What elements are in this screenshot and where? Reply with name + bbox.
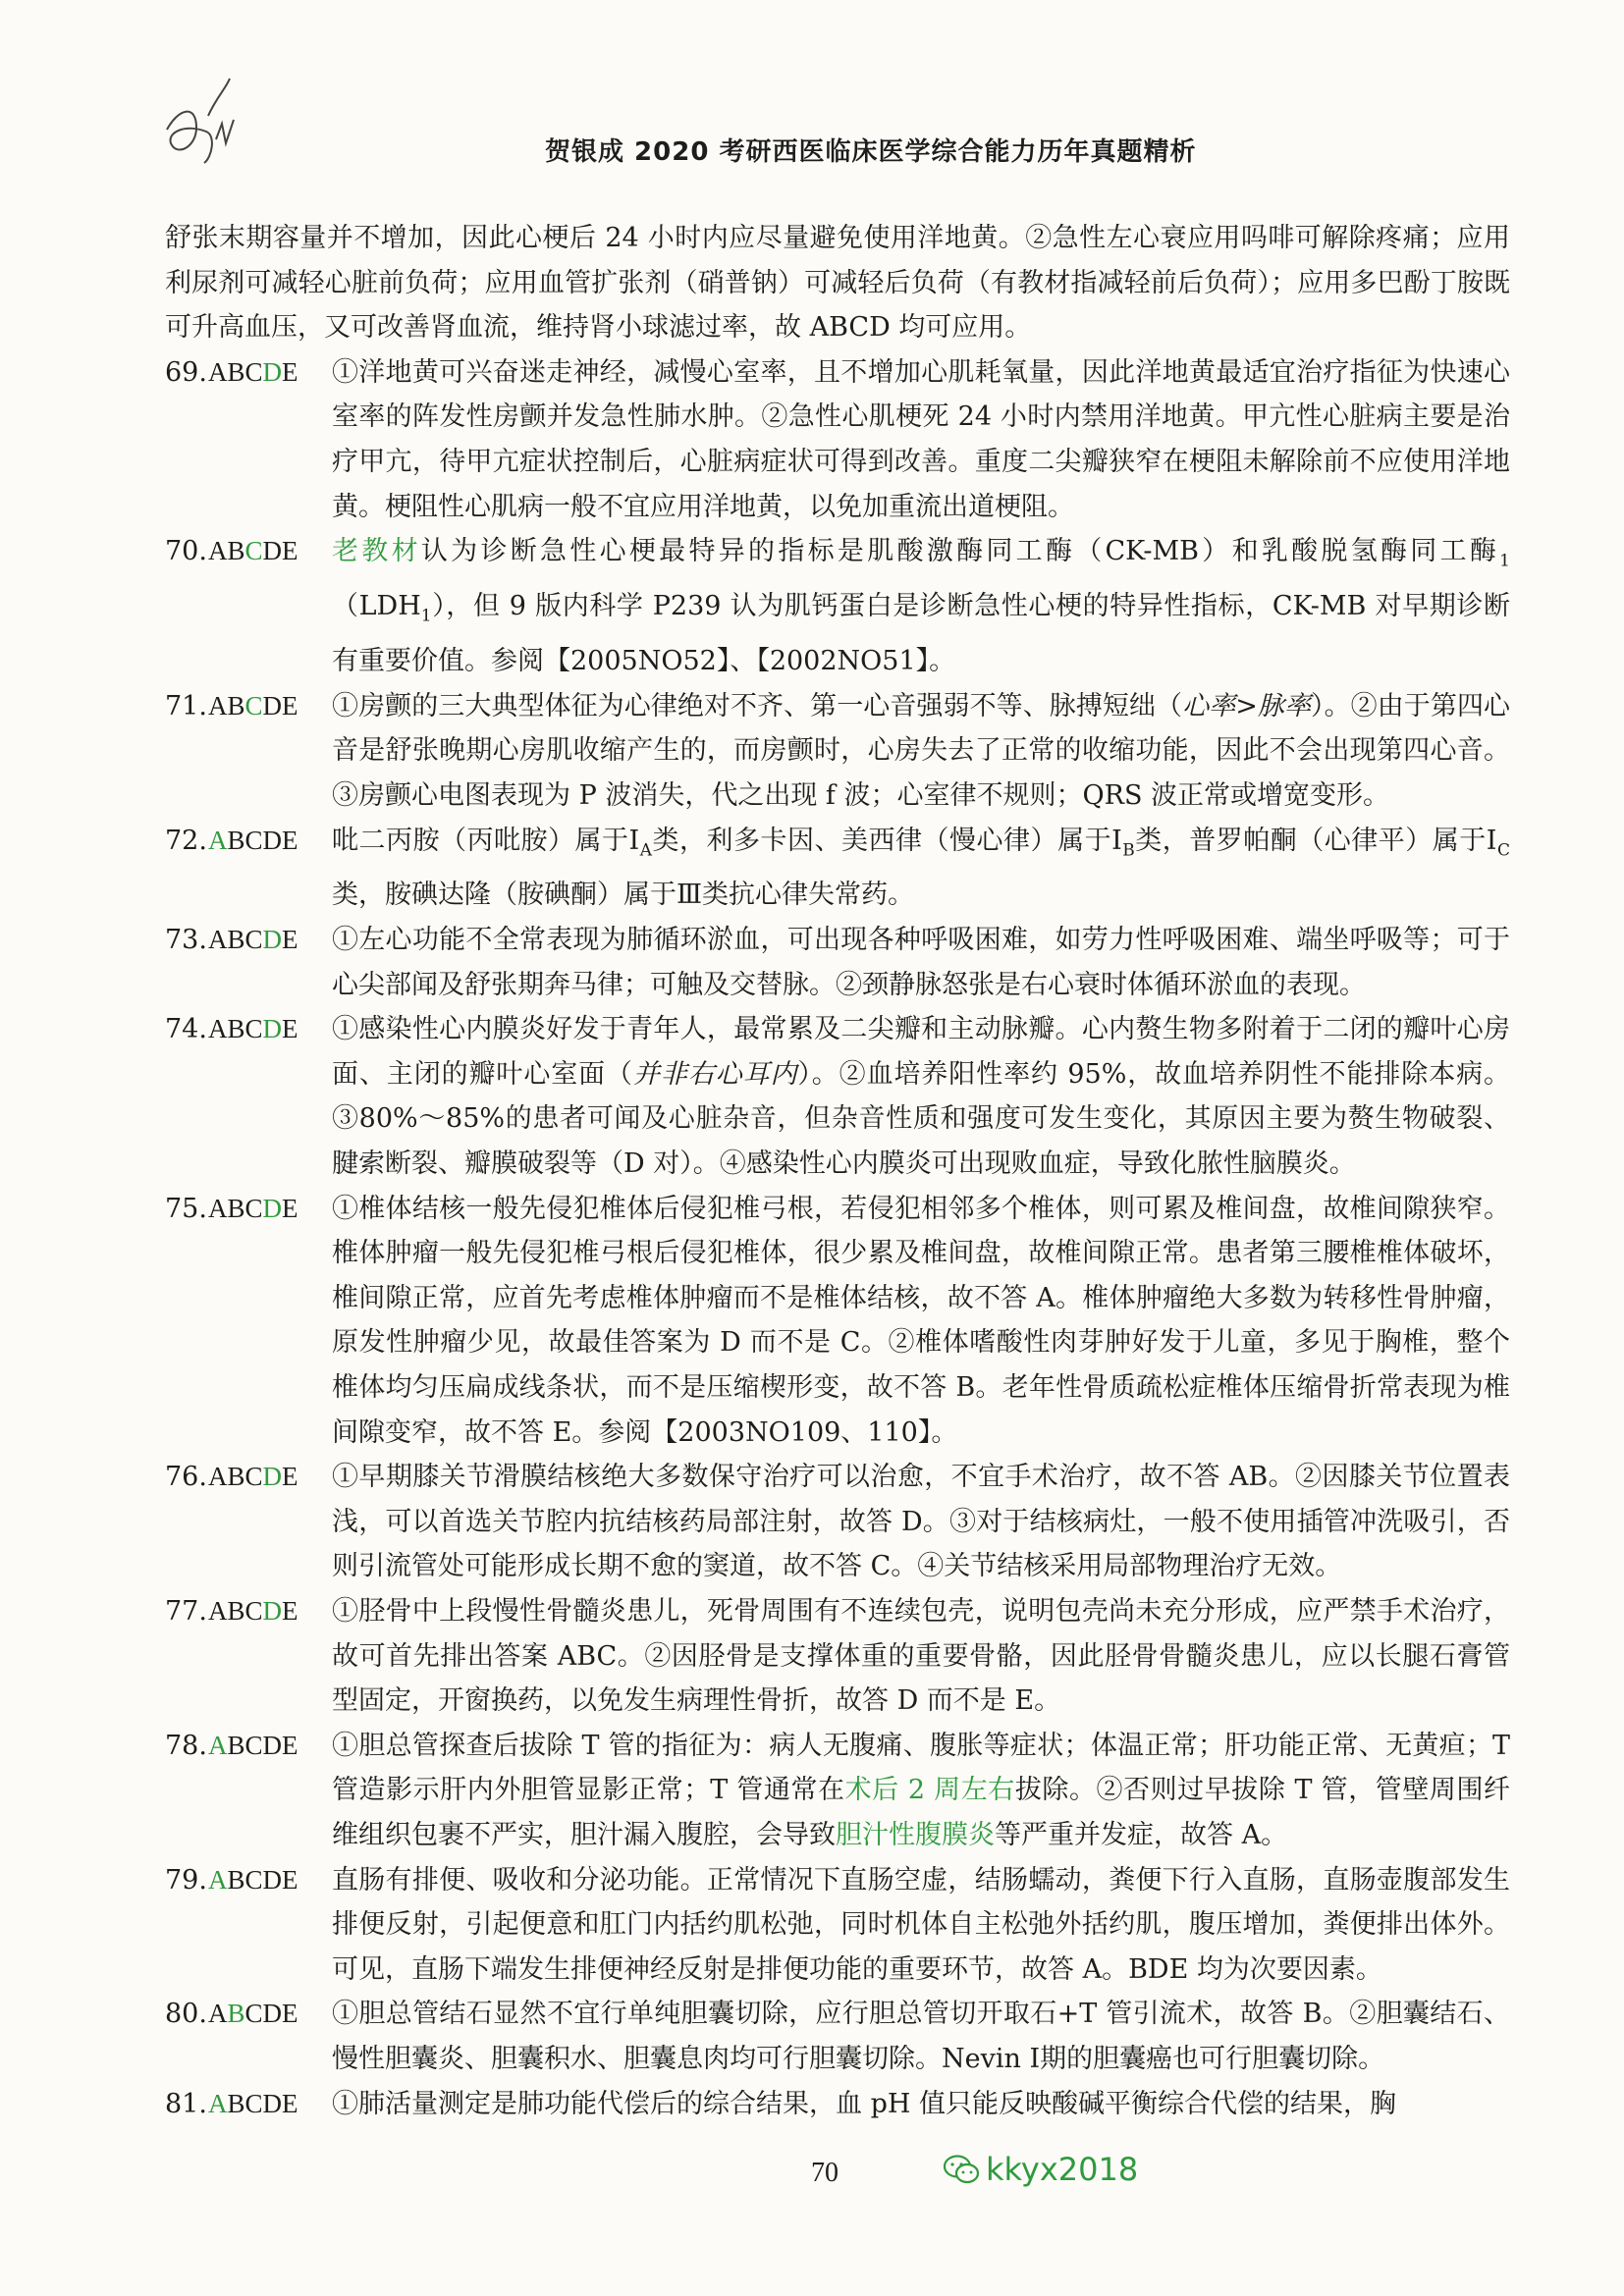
subscript: B: [1122, 839, 1135, 860]
answer-item: [165, 819, 1510, 919]
text-run: ①胫骨中上段慢性骨髓炎患儿，死骨周围有不连续包壳，说明包壳尚未充分形成，应严禁手术治疗，故可首先排出答案 ABC。②因胫骨是支撑体重的重要骨骼，因此胫骨骨髓炎患儿，应以长腿石膏管型固定，开窗换药，以免发生病理性骨折，故答 D 而不是 E。: [332, 1595, 1510, 1717]
subscript: 1: [1499, 551, 1510, 571]
text-run: ①感染性心内膜炎好发于青年人，最常累及二尖瓣和主动脉瓣。心内赘生物多附着于二闭的瓣叶心房面、主闭的瓣叶心室面（: [332, 1014, 1510, 1090]
option-letters: AB: [208, 690, 245, 721]
item-number: 74.: [165, 1014, 207, 1045]
option-letters: ABC: [208, 1014, 263, 1044]
answer-item: [165, 529, 1510, 684]
text-run: ①胆总管结石显然不宜行单纯胆囊切除，应行胆总管切开取石+T 管引流术，故答 B。②胆囊结石、慢性胆囊炎、胆囊积水、胆囊息肉均可行胆囊切除。Nevin Ⅰ期的胆囊癌也可行胆囊切除。: [332, 1999, 1510, 2074]
explanation: [332, 350, 1510, 529]
explanation: [332, 1007, 1510, 1186]
answer-item: [165, 1007, 1510, 1186]
answer-item: [165, 684, 1510, 819]
correct-answer: D: [262, 1595, 283, 1626]
answer-item: [165, 350, 1510, 529]
intro-paragraph: [165, 216, 1510, 350]
answer-options: [208, 1992, 332, 2081]
option-letters: DE: [262, 690, 298, 721]
text-run: ）。②由于第四心音是舒张晚期心房肌收缩产生的，而房颤时，心房失去了正常的收缩功能，因此不会出现第四心音。③房颤心电图表现为 P 波消失，代之出现 f 波；心室律不规则；QRS 波正常或增宽变形。: [332, 690, 1511, 811]
option-letters: ABC: [208, 1193, 263, 1223]
answer-item: [165, 918, 1510, 1007]
answer-item: [165, 1187, 1510, 1456]
answer-item: [165, 2082, 1510, 2127]
answer-options: [208, 684, 332, 819]
answer-item: [165, 1455, 1510, 1589]
text-run: 直肠有排便、吸收和分泌功能。正常情况下直肠空虚，结肠蠕动，粪便下行入直肠，直肠壶腹部发生排便反射，引起便意和肛门内括约肌松弛，同时机体自主松弛外括约肌，腹压增加，粪便排出体外。可见，直肠下端发生排便神经反射是排便功能的重要环节，故答 A。BDE 均为次要因素。: [332, 1864, 1510, 1985]
option-letters: E: [282, 1014, 298, 1044]
option-letters: E: [282, 1595, 298, 1626]
explanation: [332, 529, 1510, 684]
text-run: （LDH: [332, 591, 421, 622]
item-number: 71.: [165, 690, 207, 721]
item-number: 72.: [165, 825, 207, 856]
answer-item: [165, 1724, 1510, 1858]
text-run: ①左心功能不全常表现为肺循环淤血，可出现各种呼吸困难，如劳力性呼吸困难、端坐呼吸等；可于心尖部闻及舒张期奔马律；可触及交替脉。②颈静脉怒张是右心衰时体循环淤血的表现。: [332, 925, 1510, 1000]
item-number: 75.: [165, 1193, 207, 1224]
correct-answer: A: [208, 1864, 228, 1895]
answer-options: [208, 1589, 332, 1724]
answer-item: [165, 1858, 1510, 1993]
explanation: [332, 1589, 1510, 1724]
page-header: 贺银成 2020 考研西医临床医学综合能力历年真题精析: [545, 137, 1197, 167]
explanation: [332, 1187, 1510, 1456]
text-run: 舒张末期容量并不增加，因此心梗后 24 小时内应尽量避免使用洋地黄。②急性左心衰应用吗啡可解除疼痛；应用利尿剂可减轻心脏前负荷；应用血管扩张剂（硝普钠）可减轻后负荷（有教材指减轻前后负荷）；应用多巴酚丁胺既可升高血压，又可改善肾血流，维持肾小球滤过率，故 ABCD 均可应用。: [165, 223, 1510, 344]
explanation: [332, 1858, 1510, 1993]
text-run: ），但 9 版内科学 P239 认为肌钙蛋白是诊断急性心梗的特异性指标，CK-MB 对早期诊断有重要价值。参阅【2005NO52】、【2002NO51】。: [332, 591, 1510, 677]
answer-options: [208, 918, 332, 1007]
watermark-text: kkyx2018: [986, 2151, 1139, 2188]
text-run: 类，胺碘达隆（胺碘酮）属于Ⅲ类抗心律失常药。: [332, 880, 915, 911]
watermark: [943, 2151, 1138, 2188]
option-letters: E: [282, 1193, 298, 1223]
answer-item: [165, 1992, 1510, 2081]
correct-answer: A: [208, 825, 228, 855]
correct-answer: D: [262, 925, 283, 955]
item-number: 80.: [165, 1999, 207, 2030]
answer-options: [208, 1858, 332, 1993]
explanation: [332, 1724, 1510, 1858]
option-letters: ABC: [208, 1462, 263, 1492]
correct-answer: B: [227, 1999, 245, 2029]
correct-answer: D: [262, 356, 283, 387]
explanation: [332, 2082, 1510, 2127]
page-number: 70: [811, 2158, 839, 2188]
highlight-text: 胆汁性腹膜炎: [836, 1819, 995, 1850]
text-run: ①房颤的三大典型体征为心律绝对不齐、第一心音强弱不等、脉搏短绌（: [332, 690, 1183, 721]
explanation: [332, 1992, 1510, 2081]
item-number: 70.: [165, 536, 207, 567]
explanation: [332, 1455, 1510, 1589]
option-letters: ABC: [208, 1595, 263, 1626]
text-run: ）。②血培养阳性率约 95%，故血培养阴性不能排除本病。③80%～85%的患者可闻及心脏杂音，但杂音性质和强度可发生变化，其原因主要为赘生物破裂、腱索断裂、瓣膜破裂等（D 对）。④感染性心内膜炎可出现败血症，导致化脓性脑膜炎。: [332, 1058, 1511, 1180]
answer-options: [208, 350, 332, 529]
text-run: 类，利多卡因、美西律（慢心律）属于Ⅰ: [652, 825, 1123, 856]
item-number: 81.: [165, 2088, 207, 2119]
option-letters: ABC: [208, 925, 263, 955]
text-run: ①早期膝关节滑膜结核绝大多数保守治疗可以治愈，不宜手术治疗，故不答 AB。②因膝关节位置表浅，可以首选关节腔内抗结核药局部注射，故答 D。③对于结核病灶，一般不使用插管冲洗吸引，否则引流管处可能形成长期不愈的窦道，故不答 C。④关节结核采用局部物理治疗无效。: [332, 1462, 1510, 1582]
text-run: 认为诊断急性心梗最特异的指标是肌酸激酶同工酶（CK-MB）和乳酸脱氢酶同工酶: [420, 536, 1500, 567]
option-letters: A: [208, 1999, 228, 2029]
text-run: 拔除。②否则过早拔除 T 管，管壁周围纤维组织包裹不严实，胆汁漏入腹腔，会导致: [332, 1775, 1510, 1850]
option-letters: E: [282, 1462, 298, 1492]
answer-options: [208, 1455, 332, 1589]
explanation: [332, 819, 1510, 919]
answer-options: [208, 819, 332, 919]
explanation: [332, 684, 1510, 819]
option-letters: BCDE: [227, 825, 298, 855]
option-letters: BCDE: [227, 1730, 298, 1760]
subscript: A: [639, 839, 652, 860]
option-letters: E: [282, 925, 298, 955]
answer-options: [208, 1724, 332, 1858]
highlight-text: 老教材: [332, 536, 421, 567]
option-letters: BCDE: [227, 2088, 298, 2118]
text-run: ①胆总管探查后拔除 T 管的指征为：病人无腹痛、腹胀等症状；体温正常；肝功能正常、无黄疸；T 管造影示肝内外胆管显影正常；T 管通常在: [332, 1730, 1510, 1806]
item-number: 77.: [165, 1595, 207, 1627]
text-run: 并非右心耳内: [632, 1058, 798, 1090]
subscript: C: [1496, 839, 1510, 860]
item-number: 73.: [165, 925, 207, 956]
text-run: ①椎体结核一般先侵犯椎体后侵犯椎弓根，若侵犯相邻多个椎体，则可累及椎间盘，故椎间隙狭窄。椎体肿瘤一般先侵犯椎弓根后侵犯椎体，很少累及椎间盘，故椎间隙正常。患者第三腰椎椎体破坏，椎间隙正常，应首先考虑椎体肿瘤而不是椎体结核，故不答 A。椎体肿瘤绝大多数为转移性骨肿瘤，原发性肿瘤少见，故最佳答案为 D 而不是 C。②椎体嗜酸性肉芽肿好发于儿童，多见于胸椎，整个椎体均匀压扁成线条状，而不是压缩楔形变，故不答 B。老年性骨质疏松症椎体压缩骨折常表现为椎间隙变窄，故不答 E。参阅【2003NO109、110】。: [332, 1193, 1510, 1448]
answer-options: [208, 1187, 332, 1456]
highlight-text: 术后 2 周左右: [844, 1775, 1015, 1806]
correct-answer: D: [262, 1193, 283, 1223]
text-run: 等严重并发症，故答 A。: [995, 1819, 1288, 1850]
option-letters: BCDE: [227, 1864, 298, 1895]
signature-logo: [157, 69, 245, 177]
explanation: [332, 918, 1510, 1007]
answer-options: [208, 2082, 332, 2127]
text-run: ①肺活量测定是肺功能代偿后的综合结果，血 pH 值只能反映酸碱平衡综合代偿的结果，胸: [332, 2088, 1396, 2119]
answer-options: [208, 1007, 332, 1186]
correct-answer: A: [208, 1730, 228, 1760]
option-letters: CDE: [244, 1999, 298, 2029]
answer-options: [208, 529, 332, 684]
subscript: 1: [420, 606, 432, 626]
option-letters: DE: [262, 536, 298, 566]
text-run: ①洋地黄可兴奋迷走神经，减慢心室率，且不增加心肌耗氧量，因此洋地黄最适宜治疗指征为快速心室率的阵发性房颤并发急性肺水肿。②急性心肌梗死 24 小时内禁用洋地黄。甲亢性心脏病主要是治疗甲亢，待甲亢症状控制后，心脏病症状可得到改善。重度二尖瓣狭窄在梗阻未解除前不应使用洋地黄。梗阻性心肌病一般不宜应用洋地黄，以免加重流出道梗阻。: [332, 356, 1510, 522]
text-run: 吡二丙胺（丙吡胺）属于Ⅰ: [332, 825, 640, 856]
item-number: 78.: [165, 1730, 207, 1761]
correct-answer: D: [262, 1014, 283, 1044]
wechat-icon: [943, 2154, 980, 2185]
main-content: [165, 216, 1510, 2126]
correct-answer: C: [244, 690, 263, 721]
item-number: 69.: [165, 356, 207, 388]
option-letters: E: [282, 356, 298, 387]
option-letters: AB: [208, 536, 245, 566]
correct-answer: A: [208, 2088, 228, 2118]
option-letters: ABC: [208, 356, 263, 387]
correct-answer: C: [244, 536, 263, 566]
text-run: 心率>脉率: [1182, 690, 1312, 721]
correct-answer: D: [262, 1462, 283, 1492]
text-run: 类，普罗帕酮（心律平）属于Ⅰ: [1134, 825, 1497, 856]
item-number: 76.: [165, 1462, 207, 1493]
item-number: 79.: [165, 1864, 207, 1896]
answer-item: [165, 1589, 1510, 1724]
